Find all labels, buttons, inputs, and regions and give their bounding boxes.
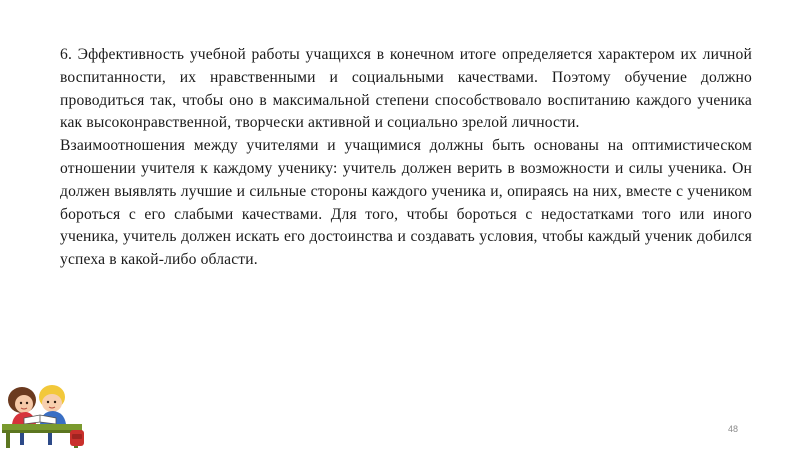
paragraph-1: 6. Эффективность учебной работы учащихся в конечном итоге определяется характером их личной воспитанности, их нравственными и социальными качествами. Поэтому обучение должно проводиться так, чтобы оно в максимальной степени способствовало воспитанию каждого ученика как высоконравственной, творчески активной и социально зрелой личности. <box>60 46 752 132</box>
page-number: 48 <box>727 424 738 434</box>
slide-body-text <box>60 44 752 272</box>
children-reading-at-desk-icon <box>0 378 92 450</box>
paragraph-2: Взаимоотношения между учителями и учащимися должны быть основаны на оптимистическом отношении учителя к каждому ученику: учитель должен верить в возможности и силы ученика. Он должен выявлять лучшие и сильные стороны каждого ученика и, опираясь на них, вместе с учеником бороться с его слабыми качествами. Для того, чтобы бороться с недостатками того или иного ученика, учитель должен искать его достоинства и создавать условия, чтобы каждый ученик добился успеха в какой-либо области. <box>60 137 752 269</box>
